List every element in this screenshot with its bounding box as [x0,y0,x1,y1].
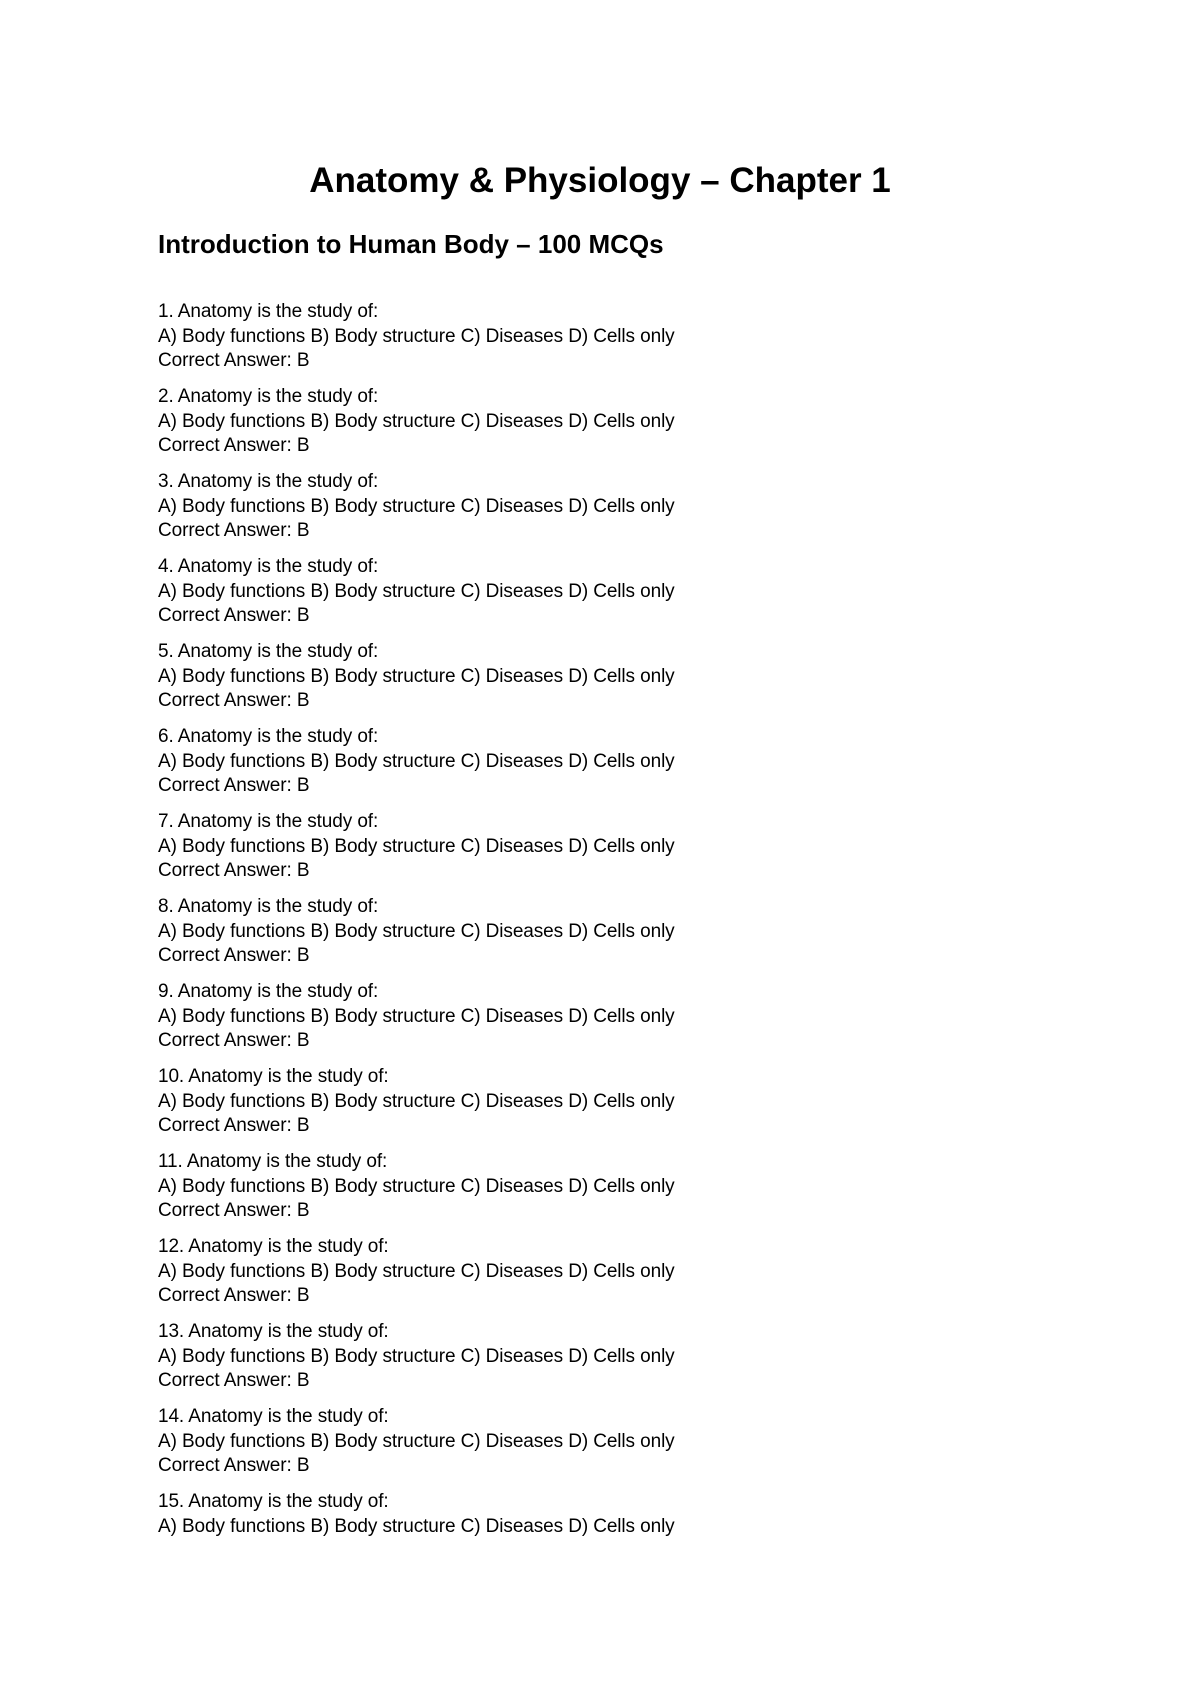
question-item [158,470,1058,555]
question-prompt: 13. Anatomy is the study of: [158,1321,389,1342]
question-answer: Correct Answer: B [158,520,310,541]
question-item [158,555,1058,640]
question-answer: Correct Answer: B [158,775,310,796]
question-options: A) Body functions B) Body structure C) Diseases D) Cells only [158,1515,675,1537]
question-options: A) Body functions B) Body structure C) Diseases D) Cells only [158,1005,675,1027]
question-item [158,1235,1058,1320]
question-list [158,300,1058,1575]
question-answer: Correct Answer: B [158,1455,310,1476]
question-answer: Correct Answer: B [158,690,310,711]
question-prompt: 4. Anatomy is the study of: [158,556,379,577]
question-options: A) Body functions B) Body structure C) Diseases D) Cells only [158,1260,675,1282]
question-item [158,1405,1058,1490]
question-prompt: 11. Anatomy is the study of: [158,1151,388,1172]
question-item [158,725,1058,810]
question-options: A) Body functions B) Body structure C) Diseases D) Cells only [158,1090,675,1112]
question-prompt: 9. Anatomy is the study of: [158,981,379,1002]
question-item [158,810,1058,895]
question-options: A) Body functions B) Body structure C) Diseases D) Cells only [158,1345,675,1367]
question-options: A) Body functions B) Body structure C) Diseases D) Cells only [158,750,675,772]
question-answer: Correct Answer: B [158,1285,310,1306]
question-prompt: 10. Anatomy is the study of: [158,1066,389,1087]
question-answer: Correct Answer: B [158,1030,310,1051]
question-prompt: 15. Anatomy is the study of: [158,1491,389,1512]
question-answer: Correct Answer: B [158,1115,310,1136]
question-prompt: 12. Anatomy is the study of: [158,1236,389,1257]
question-prompt: 7. Anatomy is the study of: [158,811,379,832]
question-options: A) Body functions B) Body structure C) Diseases D) Cells only [158,1430,675,1452]
question-options: A) Body functions B) Body structure C) Diseases D) Cells only [158,580,675,602]
document-title: Anatomy & Physiology – Chapter 1 [309,161,891,200]
question-answer: Correct Answer: B [158,860,310,881]
question-options: A) Body functions B) Body structure C) Diseases D) Cells only [158,920,675,942]
question-item [158,1065,1058,1150]
question-options: A) Body functions B) Body structure C) Diseases D) Cells only [158,1175,675,1197]
question-options: A) Body functions B) Body structure C) Diseases D) Cells only [158,325,675,347]
question-prompt: 8. Anatomy is the study of: [158,896,379,917]
question-item [158,1150,1058,1235]
question-options: A) Body functions B) Body structure C) Diseases D) Cells only [158,665,675,687]
question-options: A) Body functions B) Body structure C) Diseases D) Cells only [158,410,675,432]
question-item [158,895,1058,980]
question-prompt: 3. Anatomy is the study of: [158,471,379,492]
question-answer: Correct Answer: B [158,350,310,371]
question-item [158,1320,1058,1405]
question-prompt: 14. Anatomy is the study of: [158,1406,389,1427]
question-item [158,300,1058,385]
question-answer: Correct Answer: B [158,1370,310,1391]
question-prompt: 1. Anatomy is the study of: [158,301,379,322]
question-answer: Correct Answer: B [158,605,310,626]
question-prompt: 2. Anatomy is the study of: [158,386,379,407]
question-prompt: 5. Anatomy is the study of: [158,641,379,662]
question-answer: Correct Answer: B [158,1200,310,1221]
question-options: A) Body functions B) Body structure C) Diseases D) Cells only [158,835,675,857]
question-item [158,980,1058,1065]
question-answer: Correct Answer: B [158,435,310,456]
question-options: A) Body functions B) Body structure C) Diseases D) Cells only [158,495,675,517]
question-item [158,385,1058,470]
question-answer: Correct Answer: B [158,945,310,966]
question-item [158,1490,1058,1575]
question-prompt: 6. Anatomy is the study of: [158,726,379,747]
question-item [158,640,1058,725]
document-subtitle: Introduction to Human Body – 100 MCQs [158,229,664,259]
